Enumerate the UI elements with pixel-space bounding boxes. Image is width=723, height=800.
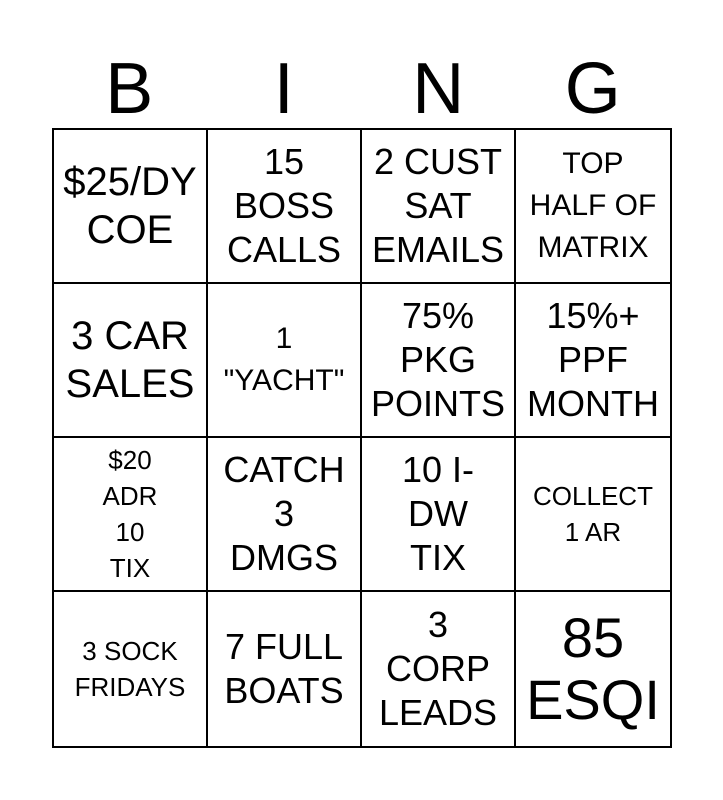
cell-text: 3 SOCK FRIDAYS (74, 636, 186, 702)
cell-text: CATCH 3 DMGS (223, 449, 345, 578)
cell-text: 85 ESQI (526, 606, 660, 731)
cell-text: 10 I- DW TIX (401, 449, 475, 578)
bingo-cell[interactable] (516, 592, 670, 746)
bingo-cell[interactable] (54, 130, 208, 284)
header-letter-g: G (564, 49, 621, 129)
bingo-board (52, 128, 672, 748)
header-letter-b: B (105, 49, 154, 129)
bingo-cell[interactable] (54, 284, 208, 438)
bingo-cell[interactable] (208, 592, 362, 746)
bingo-cell[interactable] (362, 438, 516, 592)
bingo-cell[interactable] (54, 438, 208, 592)
cell-text: 7 FULL BOATS (224, 626, 344, 711)
bingo-cell[interactable] (362, 130, 516, 284)
bingo-cell[interactable] (362, 284, 516, 438)
cell-text: 3 CORP LEADS (378, 604, 498, 733)
cell-text: $25/DY COE (63, 160, 197, 252)
bingo-cell[interactable] (208, 284, 362, 438)
cell-text: 1 "YACHT" (223, 322, 345, 397)
cell-text: 3 CAR SALES (65, 314, 195, 406)
cell-text: 2 CUST SAT EMAILS (371, 141, 505, 270)
bingo-cell[interactable] (54, 592, 208, 746)
bingo-cell[interactable] (208, 130, 362, 284)
bingo-cell[interactable] (362, 592, 516, 746)
cell-text: 15 BOSS CALLS (226, 141, 342, 270)
bingo-cell[interactable] (516, 130, 670, 284)
cell-text: $20 ADR 10 TIX (102, 445, 158, 583)
cell-text: 75% PKG POINTS (370, 295, 505, 424)
bingo-cell[interactable] (516, 284, 670, 438)
header-letter-i: I (273, 49, 294, 129)
bingo-cell[interactable] (208, 438, 362, 592)
cell-text: TOP HALF OF MATRIX (529, 147, 657, 264)
cell-text: 15%+ PPF MONTH (527, 295, 659, 424)
bingo-cell[interactable] (516, 438, 670, 592)
cell-text: COLLECT 1 AR (533, 481, 653, 547)
header-letter-n: N (412, 49, 465, 129)
bingo-header (52, 50, 670, 128)
